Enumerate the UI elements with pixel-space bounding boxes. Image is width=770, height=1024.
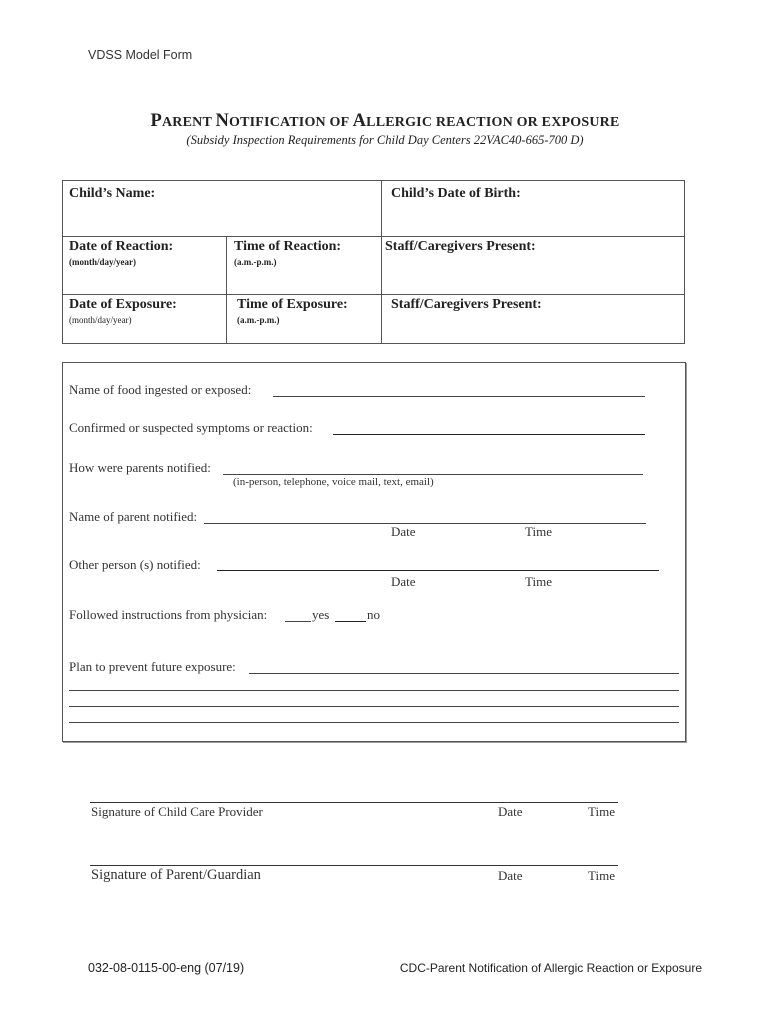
date-of-exposure-field[interactable]: Date of Exposure: (69, 297, 177, 312)
other-person-input-line[interactable] (217, 570, 659, 571)
child-dob-field[interactable]: Child’s Date of Birth: (391, 186, 521, 201)
parent-date-label: Date (498, 868, 523, 883)
notification-method-input-line[interactable] (223, 474, 643, 475)
plan-input-line[interactable] (249, 673, 679, 674)
plan-label: Plan to prevent future exposure: (69, 659, 236, 674)
parent-time-label: Time (525, 524, 552, 539)
staff-present-reaction-field[interactable]: Staff/Caregivers Present: (385, 239, 536, 254)
date-of-reaction-field[interactable]: Date of Reaction: (69, 239, 174, 254)
table-divider (226, 236, 227, 344)
incident-details-box (62, 362, 686, 742)
footer-form-title: CDC-Parent Notification of Allergic Reaction or Exposure (399, 961, 702, 975)
food-label: Name of food ingested or exposed: (69, 382, 252, 397)
parent-name-input-line[interactable] (204, 523, 646, 524)
time-of-exposure-field[interactable]: Time of Exposure: (237, 297, 348, 312)
child-info-table (62, 180, 685, 344)
title-part-3: LLERGIC REACTION OR EXPOSURE (366, 115, 620, 130)
notification-method-hint: (in-person, telephone, voice mail, text, email) (233, 476, 434, 488)
provider-date-label: Date (498, 804, 523, 819)
table-divider (63, 236, 684, 237)
title-part-2: OTIFICATION OF (229, 115, 353, 130)
parent-date-label: Date (391, 524, 416, 539)
physician-label: Followed instructions from physician: (69, 607, 268, 622)
form-header-label: VDSS Model Form (88, 48, 193, 62)
table-divider (63, 294, 684, 295)
staff-present-exposure-field[interactable]: Staff/Caregivers Present: (391, 297, 542, 312)
physician-no-line[interactable] (335, 621, 366, 622)
parent-signature-label: Signature of Parent/Guardian (91, 867, 261, 883)
time-of-exposure-hint: (a.m.-p.m.) (237, 315, 280, 325)
title-initial-n: N (215, 111, 230, 131)
notification-method-label: How were parents notified: (69, 460, 211, 475)
other-person-label: Other person (s) notified: (69, 557, 201, 572)
plan-input-line[interactable] (69, 690, 679, 691)
time-of-reaction-field[interactable]: Time of Reaction: (234, 239, 342, 254)
date-of-exposure-hint: (month/day/year) (69, 315, 132, 325)
parent-time-label: Time (588, 868, 615, 883)
form-number: 032-08-0115-00-eng (07/19) (88, 961, 245, 975)
parent-name-label: Name of parent notified: (69, 509, 198, 524)
physician-yes-line[interactable] (285, 621, 311, 622)
food-input-line[interactable] (273, 396, 645, 397)
child-name-field[interactable]: Child’s Name: (69, 186, 156, 201)
provider-signature-label: Signature of Child Care Provider (91, 804, 263, 819)
provider-time-label: Time (588, 804, 615, 819)
physician-no-label: no (367, 607, 380, 622)
title-initial-p: P (150, 111, 162, 131)
plan-input-line[interactable] (69, 722, 679, 723)
table-divider (381, 181, 382, 344)
parent-signature-line[interactable] (90, 865, 618, 866)
date-of-reaction-hint: (month/day/year) (69, 257, 136, 267)
physician-yes-label: yes (312, 607, 330, 622)
other-date-label: Date (391, 574, 416, 589)
title-initial-a: A (352, 111, 367, 131)
symptoms-label: Confirmed or suspected symptoms or reaction: (69, 420, 313, 435)
other-time-label: Time (525, 574, 552, 589)
title-part-1: ARENT (161, 115, 216, 130)
symptoms-input-line[interactable] (333, 434, 645, 435)
plan-input-line[interactable] (69, 706, 679, 707)
provider-signature-line[interactable] (90, 802, 618, 803)
page-subtitle: (Subsidy Inspection Requirements for Child Day Centers 22VAC40-665-700 D) (186, 133, 584, 147)
page-title (0, 111, 770, 132)
time-of-reaction-hint: (a.m.-p.m.) (234, 257, 277, 267)
